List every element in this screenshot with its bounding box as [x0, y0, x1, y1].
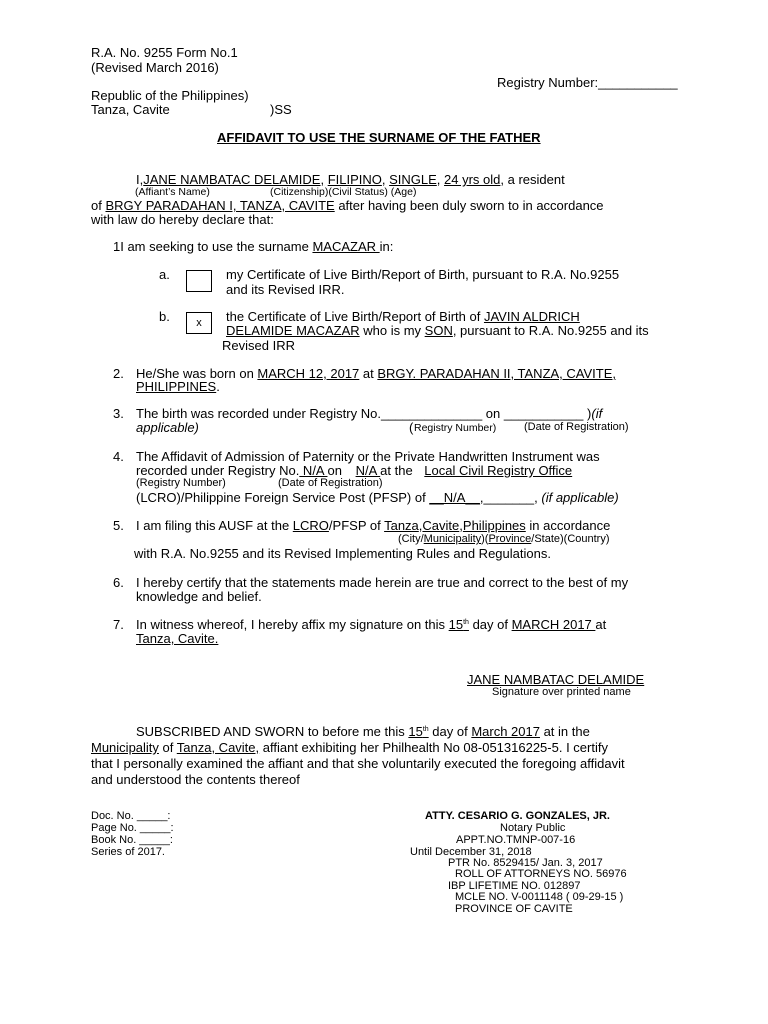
item-7-month: MARCH 2017	[511, 617, 596, 632]
jurat-day-suffix: th	[422, 726, 429, 733]
item-5-line-3: with R.A. No.9255 and its Revised Implementing Rules and Regulations.	[134, 546, 551, 561]
republic-line: Republic of the Philippines)	[91, 88, 249, 103]
book-number: Book No. _____:	[91, 834, 173, 846]
item-4-pfsp: (LCRO)/Philippine Foreign Service Post (PFSP) of	[136, 490, 430, 505]
item-2-number: 2.	[113, 366, 124, 381]
form-number: R.A. No. 9255 Form No.1	[91, 45, 238, 60]
item-5-number: 5.	[113, 518, 124, 533]
item-7-day	[449, 617, 469, 632]
item-4-on: on	[327, 463, 346, 478]
item-4-pfsp-blank: ,_______,	[479, 490, 538, 505]
jurat-philhealth: affiant exhibiting her Philhealth No 08-051316225-5. I certify	[259, 740, 608, 755]
item-3-number: 3.	[113, 406, 124, 421]
option-a-line-1: my Certificate of Live Birth/Report of Birth, pursuant to R.A. No.9255	[226, 267, 620, 282]
item-2-line-2	[136, 379, 220, 394]
item-7-day-number: 15	[448, 617, 464, 632]
intro-of: of	[91, 198, 106, 213]
item-5-text: I am filing this AUSF at the	[136, 518, 293, 533]
sub-affiant-name: (Affiant’s Name)	[135, 186, 210, 198]
option-b-label: b.	[159, 309, 170, 324]
venue-ss: )SS	[270, 102, 292, 117]
jurat-line-4: and understood the contents thereof	[91, 772, 300, 787]
item-5-line-1	[136, 518, 610, 533]
jurat-at: at in the	[539, 724, 590, 739]
item-3-text: The birth was recorded under Registry No.	[136, 406, 381, 421]
item-7-number: 7.	[113, 617, 124, 632]
birth-country: PHILIPPINES	[136, 379, 217, 394]
item-7-at: at	[595, 617, 607, 632]
option-a-checkbox[interactable]	[186, 270, 212, 292]
intro-suffix: , a resident	[500, 172, 565, 187]
item-1-line	[113, 239, 393, 254]
registry-number-label: Registry Number:___________	[497, 75, 678, 90]
requested-surname: MACAZAR	[312, 239, 380, 254]
item-5-sub-open: (City/	[398, 533, 424, 545]
item-4-number: 4.	[113, 449, 124, 464]
notary-appointment: APPT.NO.TMNP-007-16	[456, 834, 576, 846]
item-3-on: on	[482, 406, 504, 421]
revision-date: (Revised March 2016)	[91, 60, 219, 75]
option-b-mark: x	[196, 317, 202, 329]
affiant-name: JANE NAMBATAC DELAMIDE,	[143, 172, 325, 187]
item-5-sub-mid: )(	[481, 533, 489, 545]
option-b-rest: , pursuant to R.A. No.9255 and its	[452, 323, 649, 338]
signature-caption: Signature over printed name	[492, 686, 631, 698]
notary-title: Notary Public	[500, 822, 566, 834]
option-b-mid: who is my	[359, 323, 425, 338]
item-4-line-2	[136, 463, 572, 478]
option-a-label: a.	[159, 267, 170, 282]
intro-prefix: I,	[136, 172, 144, 187]
item-4-if-applicable: (if applicable)	[537, 490, 619, 505]
notary-name: ATTY. CESARIO G. GONZALES, JR.	[425, 810, 610, 822]
child-surnames: DELAMIDE MACAZAR	[226, 323, 360, 338]
item-2-prefix: He/She was born on	[136, 366, 258, 381]
item-4-line-1: The Affidavit of Admission of Paternity or the Private Handwritten Instrument was	[136, 449, 600, 464]
option-a-line-2: and its Revised IRR.	[226, 282, 345, 297]
jurat-month: March 2017	[471, 724, 540, 739]
item-3-sub-open: (	[409, 420, 414, 435]
notary-validity: Until December 31, 2018	[410, 846, 532, 858]
option-b-line-1	[226, 309, 580, 324]
jurat-day-of: day of	[428, 724, 472, 739]
item-4-office: Local Civil Registry Office	[424, 463, 573, 478]
venue-location: Tanza, Cavite	[91, 102, 170, 117]
item-3-date-blank: ___________	[503, 406, 584, 421]
item-2-at: at	[359, 366, 378, 381]
affiant-address: BRGY PARADAHAN I, TANZA, CAVITE	[105, 198, 335, 213]
option-b-prefix: the Certificate of Live Birth/Report of Birth of	[226, 309, 484, 324]
intro-line-1: I,JANE NAMBATAC DELAMIDE, FILIPINO, SINGLE, 24 yrs old, a resident	[136, 172, 565, 187]
jurat-line-1	[136, 724, 590, 739]
item-3-sub-date: (Date of Registration)	[524, 421, 629, 433]
intro-line-3: with law do hereby declare that:	[91, 212, 274, 227]
item-4-pfsp-na: __N/A__	[429, 490, 480, 505]
item-1-suffix: in:	[379, 239, 394, 254]
item-3-close: )	[583, 406, 592, 421]
intro-line-2	[91, 198, 604, 213]
jurat-day	[408, 724, 428, 739]
intro-address-rest: after having been duly sworn to in accordance	[334, 198, 604, 213]
option-b-checkbox[interactable]	[186, 312, 212, 334]
notary-ptr: PTR No. 8529415/ Jan. 3, 2017	[448, 857, 603, 869]
item-7-line-1	[136, 617, 606, 632]
item-5-city: Tanza	[384, 518, 419, 533]
signature-printed-name: JANE NAMBATAC DELAMIDE	[467, 672, 645, 687]
notary-province: PROVINCE OF CAVITE	[455, 903, 573, 915]
item-5-comma-2: ,	[459, 518, 463, 533]
item-6-line-2: knowledge and belief.	[136, 589, 262, 604]
jurat-subscribed: SUBSCRIBED AND SWORN to before me this	[136, 724, 409, 739]
affiant-age: 24 yrs old	[444, 172, 501, 187]
birth-date: MARCH 12, 2017	[257, 366, 360, 381]
notary-ibp: IBP LIFETIME NO. 012897	[448, 880, 581, 892]
jurat-day-number: 15	[408, 724, 423, 739]
item-3-sub-registry: Registry Number)	[414, 422, 497, 434]
item-4-date-na: N/A	[355, 463, 381, 478]
item-5-sub-labels	[398, 533, 610, 546]
item-7-place: Tanza, Cavite.	[136, 631, 219, 646]
option-b-line-3: Revised IRR	[222, 338, 295, 353]
jurat-place: Tanza, Cavite,	[176, 740, 260, 755]
item-5-sub-province: Province	[488, 533, 532, 545]
jurat-of: of	[158, 740, 177, 755]
item-7-day-of: day of	[468, 617, 512, 632]
item-4-registry-na: N/A	[299, 463, 328, 478]
option-b-line-2	[226, 323, 649, 338]
item-5-sub-end: /State)(Country)	[531, 533, 610, 545]
item-3-if-applicable: (if	[591, 406, 603, 421]
jurat-line-2	[91, 740, 608, 755]
notary-mcle: MCLE NO. V-0011148 ( 09-29-15 )	[455, 891, 624, 903]
item-6-line-1: I hereby certify that the statements made herein are true and correct to the best of my	[136, 575, 629, 590]
affiant-citizenship: FILIPINO	[327, 172, 382, 187]
item-4-at: at the	[380, 463, 417, 478]
sub-citizenship-status-age: (Citizenship)(Civil Status) (Age)	[270, 186, 417, 198]
birth-place: BRGY. PARADAHAN II, TANZA, CAVITE,	[377, 366, 617, 381]
item-7-day-suffix: th	[463, 619, 469, 626]
item-5-province: Cavite	[422, 518, 460, 533]
child-first-names: JAVIN ALDRICH	[483, 309, 580, 324]
item-5-comma-1: ,	[418, 518, 423, 533]
series-year: Series of 2017.	[91, 846, 165, 858]
jurat-line-3: that I personally examined the affiant and that she voluntarily executed the foregoing affidavit	[91, 756, 625, 771]
doc-number: Doc. No. _____:	[91, 810, 171, 822]
item-6-number: 6.	[113, 575, 124, 590]
item-3-applicable: applicable)	[136, 420, 199, 435]
jurat-municipality: Municipality	[91, 740, 159, 755]
item-4-sub-registry: (Registry Number)	[136, 477, 226, 489]
item-5-country: Philippines	[462, 518, 526, 533]
item-5-sub-municipality: Municipality	[423, 533, 482, 545]
document-title: AFFIDAVIT TO USE THE SURNAME OF THE FATHER	[217, 130, 541, 145]
page-number: Page No. _____:	[91, 822, 174, 834]
item-2-end: .	[216, 379, 220, 394]
notary-roll: ROLL OF ATTORNEYS NO. 56976	[455, 868, 627, 880]
item-7-text: In witness whereof, I hereby affix my signature on this	[136, 617, 449, 632]
item-4-line-4	[136, 490, 619, 505]
item-3-line-1	[136, 406, 602, 421]
item-3-registry-blank: ______________	[380, 406, 483, 421]
item-4-recorded: recorded under Registry No.	[136, 463, 300, 478]
item-1-prefix: 1I am seeking to use the surname	[113, 239, 313, 254]
item-5-pfsp: /PFSP of	[328, 518, 385, 533]
child-relation: SON	[424, 323, 453, 338]
item-4-sub-date: (Date of Registration)	[278, 477, 383, 489]
item-5-lcro: LCRO	[292, 518, 329, 533]
affiant-status: SINGLE	[389, 172, 437, 187]
item-5-accordance: in accordance	[525, 518, 611, 533]
